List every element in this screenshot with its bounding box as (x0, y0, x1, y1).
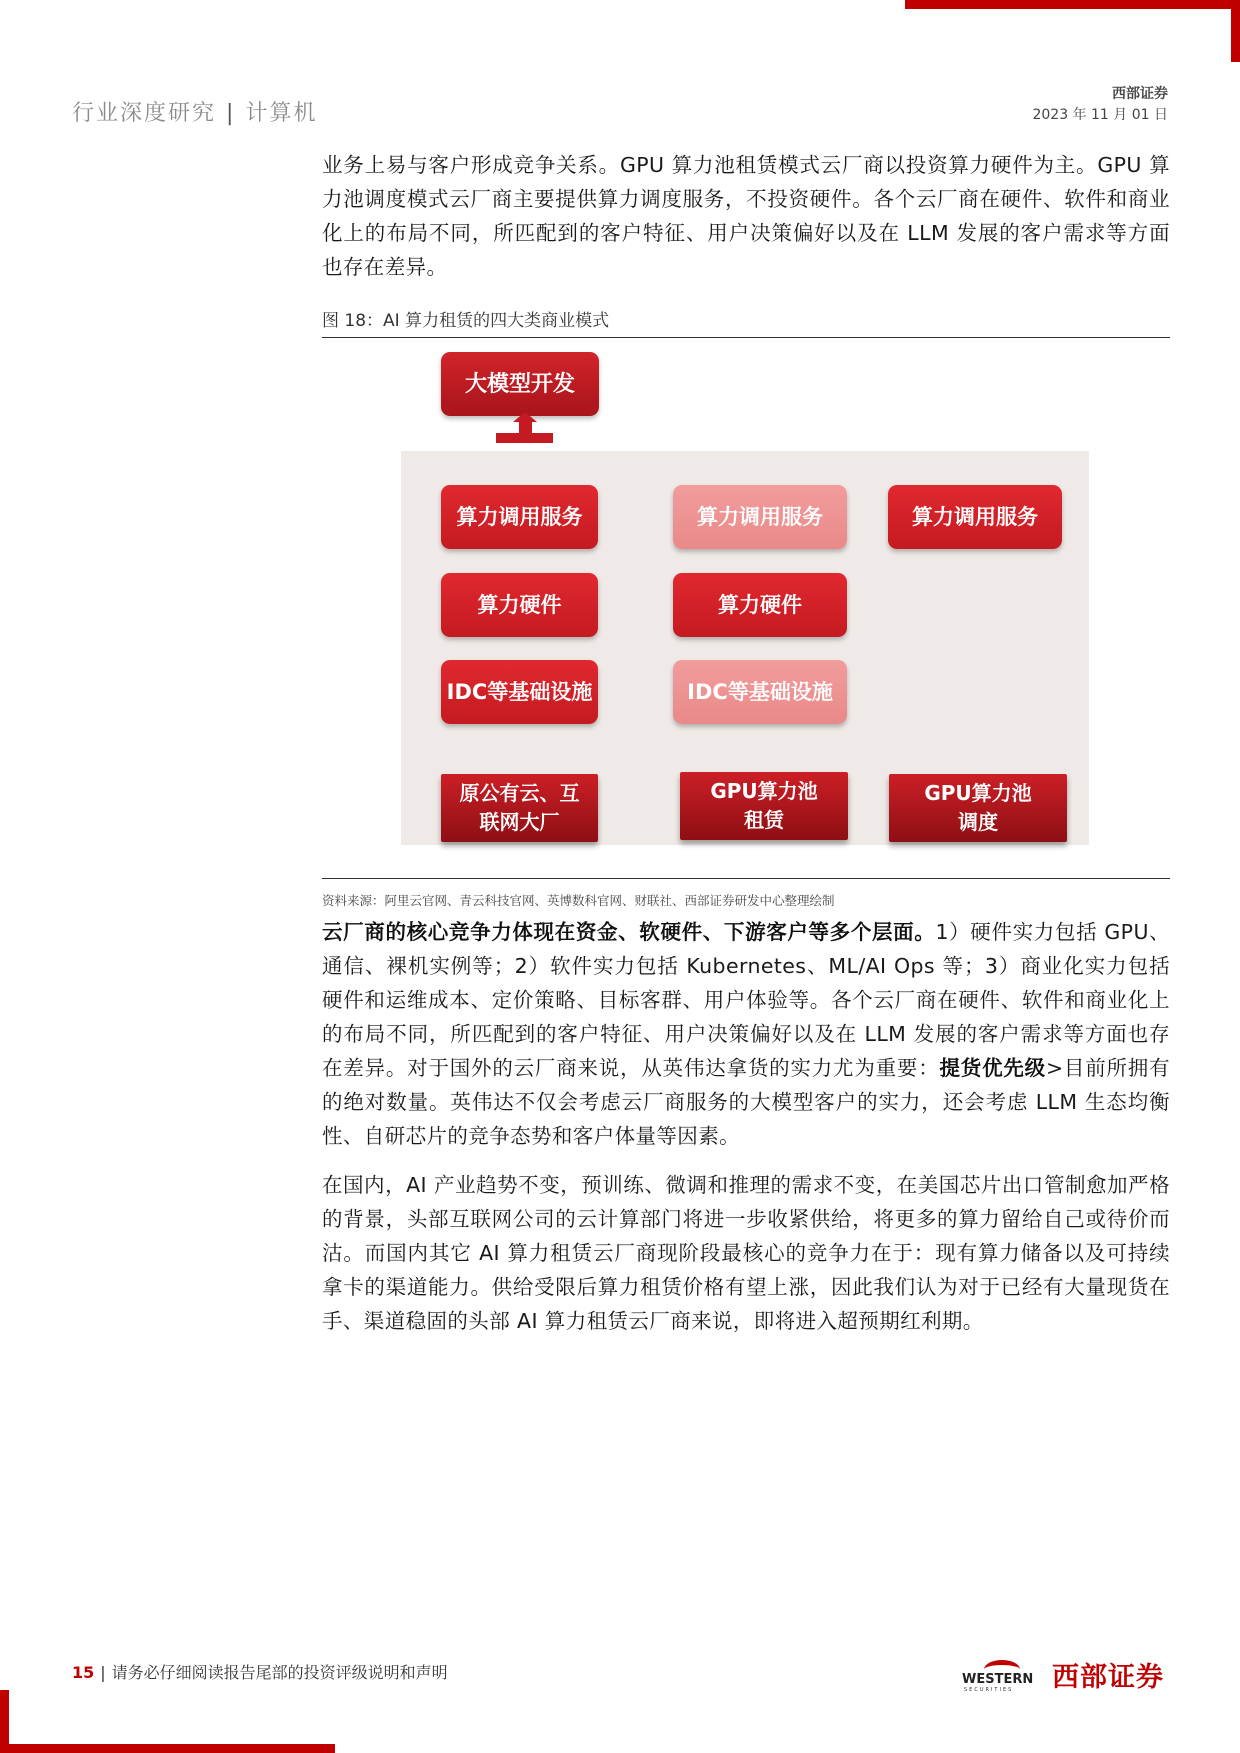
paragraph-3-block (322, 1168, 1170, 1338)
paragraph-1-block (322, 148, 1170, 284)
logo-wordmark: WESTERN (962, 1671, 1034, 1687)
paragraph-3: 在国内，AI 产业趋势不变，预训练、微调和推理的需求不变，在美国芯片出口管制愈加严格的背景，头部互联网公司的云计算部门将进一步收紧供给，将更多的算力留给自己或待价而沽。而国内其它 AI 算力租赁云厂商现阶段最核心的竞争力在于：现有算力储备以及可持续拿卡的渠道能力。供给受限后算力租赁价格有望上涨，因此我们认为对于已经有大量现货在手、渠道稳固的头部 AI 算力租赁云厂商来说，即将进入超预期红利期。 (322, 1173, 1170, 1333)
western-logo-mark (962, 1660, 1046, 1693)
bottom-label-public-cloud: 原公有云、互联网大厂 (441, 774, 598, 842)
header-separator: | (226, 101, 236, 126)
paragraph-2-body: 1）硬件实力包括 GPU、通信、裸机实例等；2）软件实力包括 Kubernetes、ML/AI Ops 等；3）商业化实力包括硬件和运维成本、定价策略、目标客群、用户体验等。各个云厂商在硬件、软件和商业化上的布局不同，所匹配到的客户特征、用户决策偏好以及在 LLM 发展的客户需求等方面也存在差异。对于国外的云厂商来说，从英伟达拿货的实力尤为重要： (322, 920, 1170, 1080)
footer-notice (72, 1660, 448, 1683)
col2-idc-box: IDC等基础设施 (673, 660, 847, 724)
col3-service-box: 算力调用服务 (888, 485, 1062, 549)
arrow-base (496, 433, 553, 443)
diagram-top-box: 大模型开发 (441, 352, 599, 416)
company-logo (962, 1655, 1164, 1694)
frame-right-accent (1231, 0, 1240, 62)
footer-separator: | (100, 1663, 106, 1682)
header-date: 2023 年 11 月 01 日 (1032, 107, 1168, 123)
col1-service-box: 算力调用服务 (441, 485, 598, 549)
col2-service-box: 算力调用服务 (673, 485, 847, 549)
report-category: 行业深度研究 (72, 101, 217, 126)
frame-bottom-accent (0, 1744, 335, 1753)
footer-disclaimer: 请务必仔细阅读报告尾部的投资评级说明和声明 (111, 1663, 448, 1682)
paragraph-2-lead: 云厂商的核心竞争力体现在资金、软硬件、下游客户等多个层面。 (322, 920, 936, 944)
frame-top-accent (905, 0, 1240, 9)
business-model-diagram (401, 350, 1091, 845)
bottom-label-gpu-lease: GPU算力池租赁 (680, 772, 848, 840)
col1-idc-box: IDC等基础设施 (441, 660, 598, 724)
page-number: 15 (72, 1663, 95, 1682)
header-meta (1032, 84, 1168, 126)
col2-hardware-box: 算力硬件 (673, 573, 847, 637)
paragraph-2-emphasis: 提货优先级 (939, 1056, 1046, 1080)
report-category-header (72, 96, 317, 127)
logo-chinese-name: 西部证券 (1052, 1662, 1164, 1693)
paragraph-2-block (322, 915, 1170, 1153)
up-arrow-stem (519, 421, 532, 433)
paragraph-2 (322, 915, 1170, 1153)
col1-hardware-box: 算力硬件 (441, 573, 598, 637)
paragraph-1: 业务上易与客户形成竞争关系。GPU 算力池租赁模式云厂商以投资算力硬件为主。GPU 算力池调度模式云厂商主要提供算力调度服务，不投资硬件。各个云厂商在硬件、软件和商业化上的布局不同，所匹配到的客户特征、用户决策偏好以及在 LLM 发展的客户需求等方面也存在差异。 (322, 153, 1170, 279)
bottom-label-gpu-schedule: GPU算力池调度 (889, 774, 1067, 842)
frame-left-accent (0, 1690, 9, 1753)
logo-subtitle: SECURITIES (964, 1686, 1014, 1693)
header-company: 西部证券 (1112, 86, 1168, 102)
report-sector: 计算机 (245, 101, 318, 126)
figure-title: 图 18：AI 算力租赁的四大类商业模式 (322, 306, 1170, 338)
figure-source: 资料来源：阿里云官网、青云科技官网、英博数科官网、财联社、西部证券研发中心整理绘制 (322, 878, 1170, 909)
paragraph-2-tail: >目前所拥有的绝对数量。英伟达不仅会考虑云厂商服务的大模型客户的实力，还会考虑 LLM 生态均衡性、自研芯片的竞争态势和客户体量等因素。 (322, 1056, 1170, 1148)
